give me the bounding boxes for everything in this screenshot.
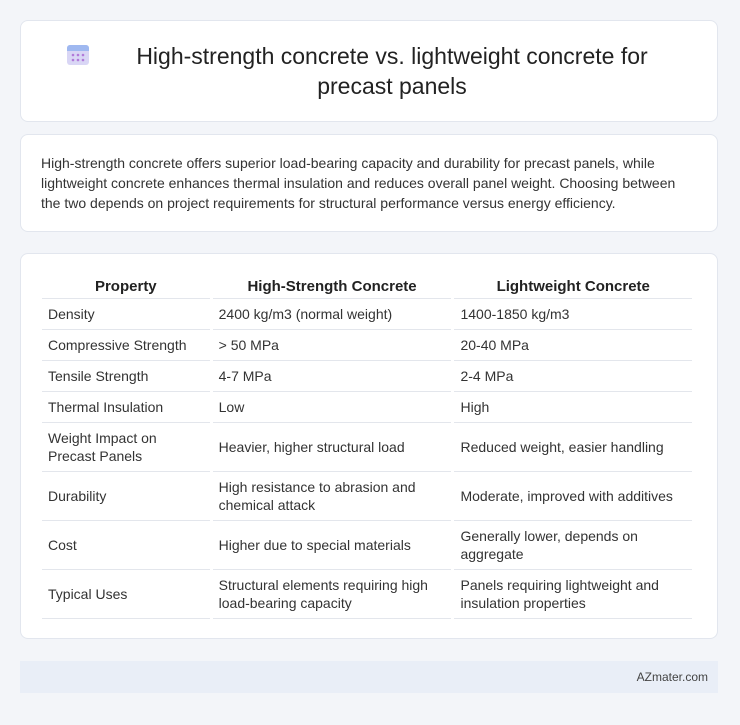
footer-site-link[interactable]: AZmater.com xyxy=(636,670,708,684)
row-high-strength: Heavier, higher structural load xyxy=(213,423,452,472)
footer xyxy=(20,661,718,693)
table-row xyxy=(42,330,692,361)
row-high-strength: > 50 MPa xyxy=(213,330,452,361)
row-lightweight: 1400-1850 kg/m3 xyxy=(454,299,692,330)
row-lightweight: Panels requiring lightweight and insulation properties xyxy=(454,570,692,619)
row-lightweight: Reduced weight, easier handling xyxy=(454,423,692,472)
table-card xyxy=(20,253,718,639)
table-row xyxy=(42,361,692,392)
row-lightweight: 20-40 MPa xyxy=(454,330,692,361)
calendar-icon xyxy=(66,43,90,67)
table-row xyxy=(42,472,692,521)
row-high-strength: Low xyxy=(213,392,452,423)
title-card xyxy=(20,20,718,122)
table-row xyxy=(42,299,692,330)
row-lightweight: High xyxy=(454,392,692,423)
row-property: Weight Impact on Precast Panels xyxy=(42,423,210,472)
intro-card xyxy=(20,134,718,232)
row-lightweight: Generally lower, depends on aggregate xyxy=(454,521,692,570)
row-lightweight: 2-4 MPa xyxy=(454,361,692,392)
row-high-strength: Higher due to special materials xyxy=(213,521,452,570)
row-property: Cost xyxy=(42,521,210,570)
row-property: Typical Uses xyxy=(42,570,210,619)
row-lightweight: Moderate, improved with additives xyxy=(454,472,692,521)
row-property: Durability xyxy=(42,472,210,521)
intro-text: High-strength concrete offers superior load-bearing capacity and durability for precast panels, while lightweight concrete enhances thermal insulation and reduces overall panel weight. Choosing between the two depends on project requirements for structural performance versus energy efficiency. xyxy=(41,155,676,211)
row-property: Tensile Strength xyxy=(42,361,210,392)
table-row xyxy=(42,423,692,472)
row-high-strength: 2400 kg/m3 (normal weight) xyxy=(213,299,452,330)
table-row xyxy=(42,521,692,570)
header-high-strength: High-Strength Concrete xyxy=(213,274,452,299)
row-property: Density xyxy=(42,299,210,330)
table-header-row xyxy=(42,274,692,299)
table-row xyxy=(42,392,692,423)
header-property: Property xyxy=(42,274,210,299)
header-lightweight: Lightweight Concrete xyxy=(454,274,692,299)
table-row xyxy=(42,570,692,619)
comparison-table xyxy=(39,274,695,619)
page-title: High-strength concrete vs. lightweight concrete for precast panels xyxy=(136,43,648,99)
row-high-strength: 4-7 MPa xyxy=(213,361,452,392)
row-property: Compressive Strength xyxy=(42,330,210,361)
title-wrap xyxy=(26,41,712,101)
row-high-strength: High resistance to abrasion and chemical attack xyxy=(213,472,452,521)
row-property: Thermal Insulation xyxy=(42,392,210,423)
row-high-strength: Structural elements requiring high load-bearing capacity xyxy=(213,570,452,619)
